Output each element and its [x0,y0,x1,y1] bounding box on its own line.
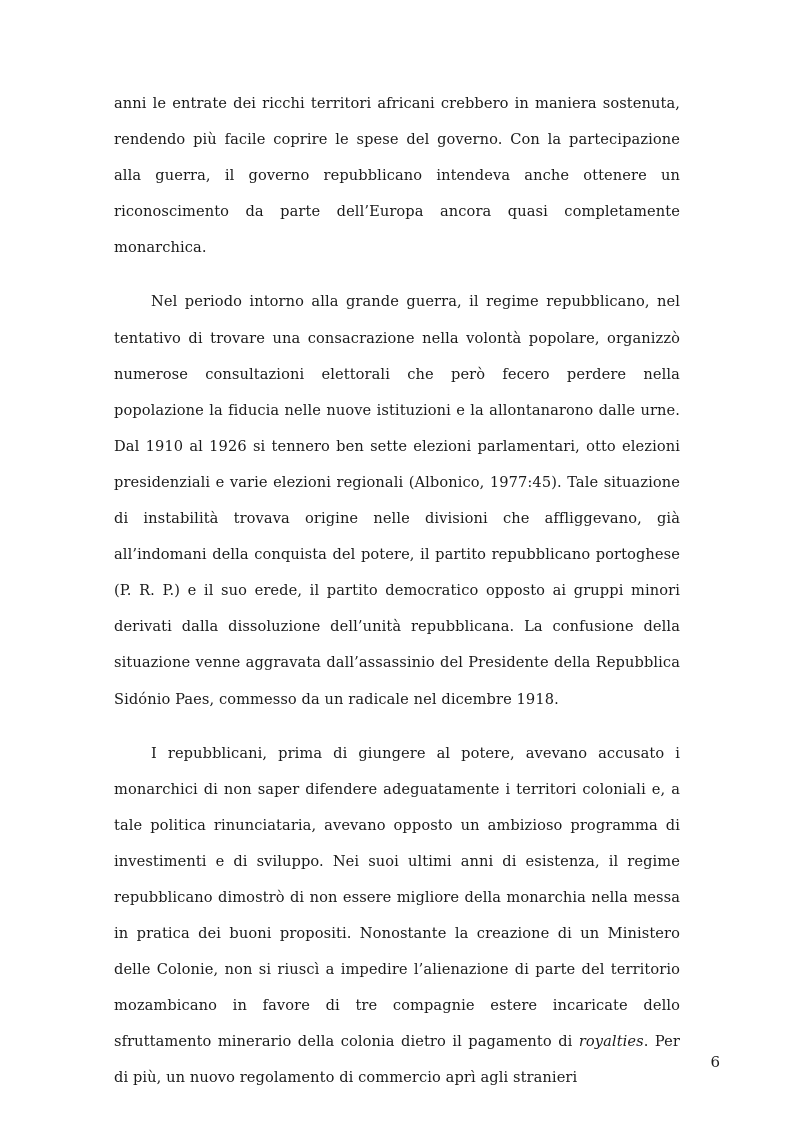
paragraph-3-text-before: I repubblicani, prima di giungere al potere, avevano accusato i monarchici di non saper difendere adeguatamente i territori coloniali e, a tale politica rinunciataria, avevano opposto un ambizioso programma di investimenti e di sviluppo. Nei suoi ultimi anni di esistenza, il regime repubblicano dimostrò di non essere migliore della monarchia nella messa in pratica dei buoni propositi. Nonostante la creazione di un Ministero delle Colonie, non si riuscì a impedire l’alienazione di parte del territorio mozambicano in favore di tre compagnie estere incaricate dello sfruttamento minerario della colonia dietro il pagamento di [114,744,680,1051]
paragraph-3 [114,736,680,1097]
body-text [114,86,680,1097]
page-number: 6 [710,1053,720,1071]
paragraph-2: Nel periodo intorno alla grande guerra, il regime repubblicano, nel tentativo di trovare una consacrazione nella volontà popolare, organizzò numerose consultazioni elettorali che però fecero perdere nella popolazione la fiducia nelle nuove istituzioni e la allontanarono dalle urne. Dal 1910 al 1926 si tennero ben sette elezioni parlamentari, otto elezioni presidenziali e varie elezioni regionali (Albonico, 1977:45). Tale situazione di instabilità trovava origine nelle divisioni che affliggevano, già all’indomani della conquista del potere, il partito repubblicano portoghese (P. R. P.) e il suo erede, il partito democratico opposto ai gruppi minori derivati dalla dissoluzione dell’unità repubblicana. La confusione della situazione venne aggravata dall’assassinio del Presidente della Repubblica Sidónio Paes, commesso da un radicale nel dicembre 1918. [114,293,680,708]
royalties-emphasis: royalties [578,1033,644,1051]
paragraph-1: anni le entrate dei ricchi territori africani crebbero in maniera sostenuta, rendendo più facile coprire le spese del governo. Con la partecipazione alla guerra, il governo repubblicano intendeva anche ottenere un riconoscimento da parte dell’Europa ancora quasi completamente monarchica. [114,95,680,257]
paragraph-3-text-after: . Per di più, un nuovo regolamento di commercio aprì agli stranieri [114,1033,680,1087]
